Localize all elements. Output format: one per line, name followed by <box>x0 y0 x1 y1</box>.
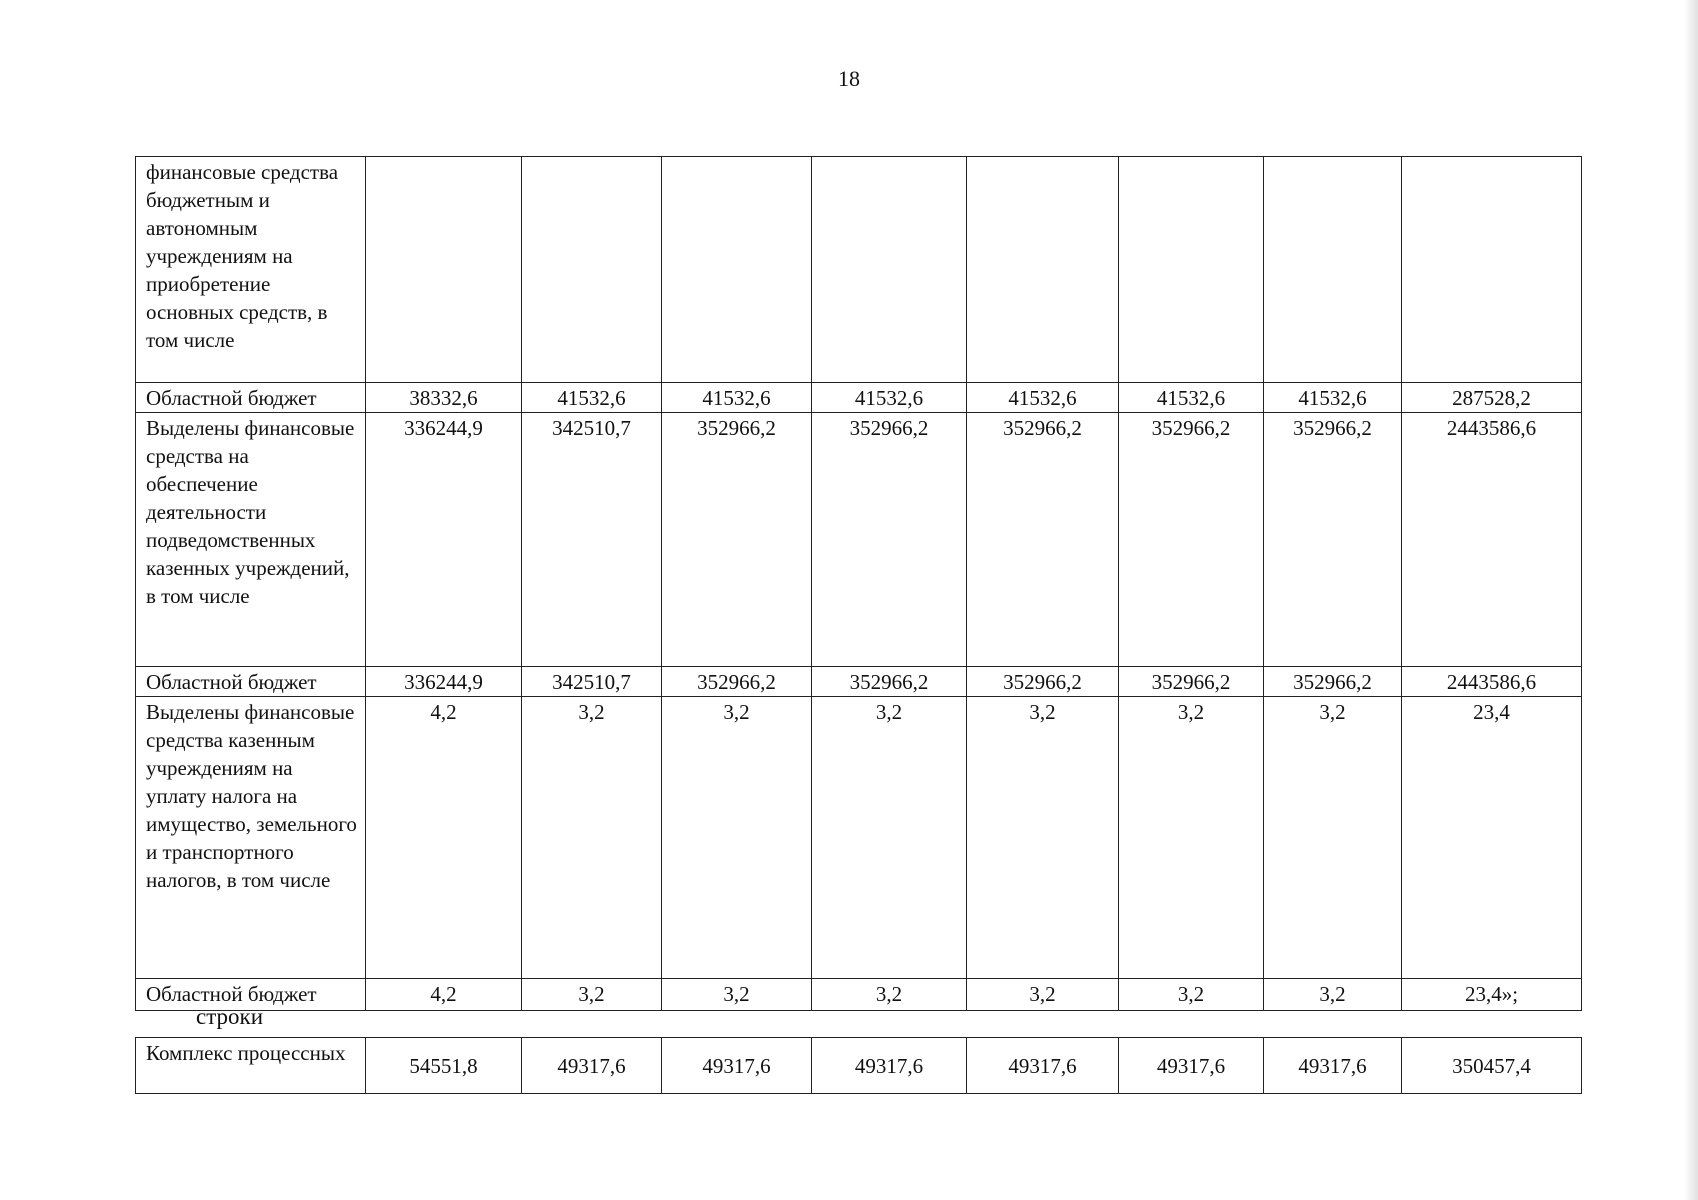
next-budget-table <box>135 1037 1582 1094</box>
value-cell: 3,2 <box>1264 697 1402 979</box>
value-cell <box>662 157 812 383</box>
value-cell: 3,2 <box>1264 979 1402 1011</box>
value-cell: 352966,2 <box>1264 667 1402 697</box>
value-cell: 352966,2 <box>1119 413 1264 667</box>
total-cell: 350457,4 <box>1402 1038 1582 1094</box>
page-number: 18 <box>838 66 860 91</box>
table-row <box>136 979 1582 1011</box>
scan-edge <box>1684 0 1698 1200</box>
value-cell: 336244,9 <box>366 667 522 697</box>
value-cell: 41532,6 <box>967 383 1119 413</box>
value-cell: 352966,2 <box>662 667 812 697</box>
value-cell: 342510,7 <box>522 413 662 667</box>
value-cell <box>366 157 522 383</box>
value-cell: 41532,6 <box>812 383 967 413</box>
budget-table <box>135 156 1582 1011</box>
value-cell: 3,2 <box>1119 697 1264 979</box>
row-label: Выделены финансовые средства на обеспечение деятельности подведомственных казенных учреждений, в том числе <box>136 413 366 667</box>
value-cell: 41532,6 <box>1119 383 1264 413</box>
value-cell: 352966,2 <box>967 667 1119 697</box>
value-cell: 352966,2 <box>662 413 812 667</box>
table-row <box>136 697 1582 979</box>
total-cell: 2443586,6 <box>1402 667 1582 697</box>
value-cell: 3,2 <box>812 697 967 979</box>
value-cell: 38332,6 <box>366 383 522 413</box>
value-cell: 3,2 <box>812 979 967 1011</box>
value-cell <box>967 157 1119 383</box>
value-cell: 3,2 <box>1119 979 1264 1011</box>
value-cell: 3,2 <box>662 697 812 979</box>
row-label: финансовые средства бюджетным и автономным учреждениям на приобретение основных средств, в том числе <box>136 157 366 383</box>
value-cell: 4,2 <box>366 979 522 1011</box>
continuation-label: строки <box>196 1004 264 1029</box>
row-label: Выделены финансовые средства казенным учреждениям на уплату налога на имущество, земельного и транспортного налогов, в том числе <box>136 697 366 979</box>
value-cell: 3,2 <box>522 979 662 1011</box>
table-row <box>136 1038 1582 1094</box>
value-cell <box>1264 157 1402 383</box>
value-cell: 352966,2 <box>812 413 967 667</box>
row-label: Областной бюджет <box>136 979 366 1011</box>
total-cell: 2443586,6 <box>1402 413 1582 667</box>
table-row <box>136 667 1582 697</box>
value-cell: 4,2 <box>366 697 522 979</box>
total-cell: 23,4»; <box>1402 979 1582 1011</box>
value-cell: 49317,6 <box>662 1038 812 1094</box>
table-row <box>136 157 1582 383</box>
value-cell: 352966,2 <box>967 413 1119 667</box>
value-cell: 49317,6 <box>812 1038 967 1094</box>
value-cell: 336244,9 <box>366 413 522 667</box>
total-cell <box>1402 157 1582 383</box>
value-cell: 352966,2 <box>1264 413 1402 667</box>
value-cell: 49317,6 <box>1119 1038 1264 1094</box>
table-row <box>136 413 1582 667</box>
value-cell: 3,2 <box>662 979 812 1011</box>
value-cell <box>812 157 967 383</box>
value-cell: 49317,6 <box>1264 1038 1402 1094</box>
value-cell: 54551,8 <box>366 1038 522 1094</box>
value-cell <box>1119 157 1264 383</box>
value-cell: 49317,6 <box>522 1038 662 1094</box>
row-label: Комплекс процессных <box>136 1038 366 1094</box>
total-cell: 287528,2 <box>1402 383 1582 413</box>
table-row <box>136 383 1582 413</box>
value-cell: 3,2 <box>967 697 1119 979</box>
total-cell: 23,4 <box>1402 697 1582 979</box>
value-cell: 49317,6 <box>967 1038 1119 1094</box>
value-cell <box>522 157 662 383</box>
row-label: Областной бюджет <box>136 383 366 413</box>
value-cell: 352966,2 <box>1119 667 1264 697</box>
value-cell: 41532,6 <box>1264 383 1402 413</box>
value-cell: 41532,6 <box>522 383 662 413</box>
value-cell: 3,2 <box>967 979 1119 1011</box>
value-cell: 41532,6 <box>662 383 812 413</box>
value-cell: 3,2 <box>522 697 662 979</box>
value-cell: 342510,7 <box>522 667 662 697</box>
row-label: Областной бюджет <box>136 667 366 697</box>
value-cell: 352966,2 <box>812 667 967 697</box>
